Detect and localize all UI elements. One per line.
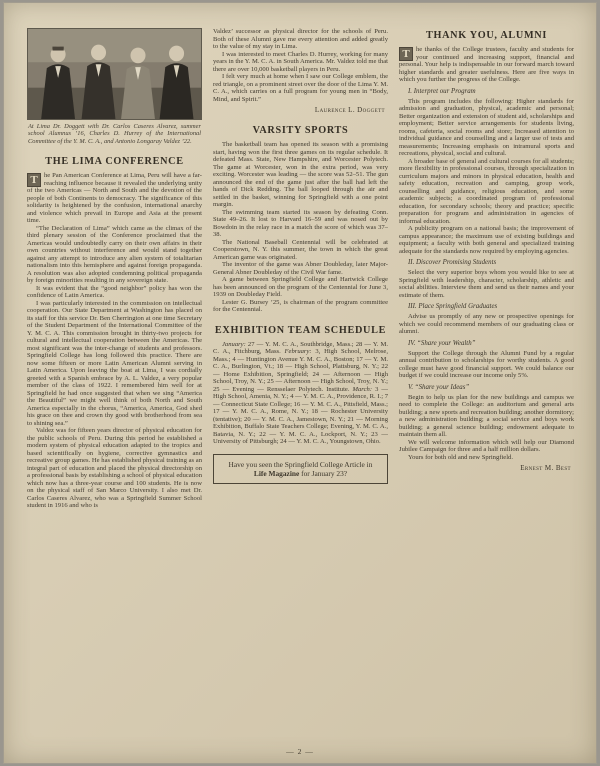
thanks-paragraph: Begin to help us plan for the new buildings and campus we need to complete the College: an auditorium and general arts building; a new sports and recreation building; another dormitory; a new administration building; a social service and boys work building; a general science building; endowment adequate to maintain them all. [399, 393, 574, 438]
page-columns [27, 28, 573, 742]
thanks-paragraph: A broader base of general and cultural courses for all students; more flexibility in professional courses, through specialization in curriculum majors and minors in physical education, health and safety education, recreation and camping, group work, counselling and guidance, religious education, and some academic subjects; a coordinated program of professional education, for secondary schools; theory and practice; specific preparation for program and administration in agencies of informal education. [399, 157, 574, 225]
group-photo-illustration [28, 29, 201, 119]
lima-conference-heading: THE LIMA CONFERENCE [45, 156, 184, 168]
thanks-paragraph: Yours for both old and new Springfield. [408, 453, 514, 461]
column-middle [213, 28, 388, 742]
sports-paragraph: The inventor of the game was Abner Doubleday, later Major-General Abner Doubleday of the Civil War fame. [213, 261, 388, 276]
thanks-paragraph: A publicity program on a national basis; the improvement of campus appearance; the maximum use of existing buildings and equipment; a faculty with both general and specialized training adequate for the standards now required by employing agencies. [399, 225, 574, 255]
lima-paragraph: Valdez was for fifteen years director of physical education for the public schools of Peru. During this period he established a modern system of physical education adapted to the tropics and based scientifically on hygiene, corrective gymnastics and recreative group games. He has established physical training as an integral part of education and placed the physical directorship on a professional basis by establishing a school of physical education which now has a three-year course and 100 students. He is now on the physical staff of San Marco University. I also met Dr. Carlos Caseres Alvarez, who was a Springfield Summer School student in 1916 and who is [27, 427, 202, 510]
sports-paragraph: The National Baseball Centennial will be celebrated at Cooperstown, N. Y. this summer, the town in which the great American game was originated. [213, 238, 388, 261]
sports-paragraph: The basketball team has opened its season with a promising start, having won the first three games on its regular schedule. It defeated Mass. State, New Hampshire, and Worcester Polytech. The game at Worcester, won in the extra period, was very exciting. Worcester was leading — the score was 52–51. The gun announced the end of the game just after the ball had left the hands of Dick Redding. The ball looped through the air and settled in the basket, winning for Springfield with a one point margin. [213, 141, 388, 208]
schedule-february-entries: 3, High School, Melrose, Mass.; 4 — Huntington Avenue Y. M. C. A., Boston; 17 — Y. M. C. A., Burlington, Vt.; 18 — High School, Plattsburg, N. Y.; 22 — Home Exhibition, Springfield; 24 — Afternoon — High School, Troy, N. Y.; 25 — Afternoon — High School, Troy, N. Y.; 25 — Evening — Rensselaer Polytech. Institute. [213, 348, 388, 393]
doggett-paragraph: I felt very much at home when I saw our College emblem, the red triangle, on a prominent street over the door of the Lima Y. M. C. A., which carries on a full program for young men in “Body, Mind, and Spirit.” [213, 73, 388, 103]
sports-paragraph: Lester G. Bursey ’25, is chairman of the program committee for the Centennial. [213, 298, 388, 313]
thank-you-alumni-heading: THANK YOU, ALUMNI [425, 30, 548, 41]
lima-paragraph-text: he Pan American Conference at Lima, Peru will have a far-reaching influence because it revealed the underlying unity of the two Americas — North and South and the devotion of the people of both Continents to democracy. The significance of this solidarity is heightened by the confusion, international anarchy and violence which prevail in Europe and Asia at the present time. [27, 172, 202, 225]
exhibition-schedule-heading: EXHIBITION TEAM SCHEDULE [214, 324, 387, 336]
schedule-month-february: February: [284, 348, 316, 355]
best-signature: Ernest M. Best [520, 464, 571, 472]
schedule-month-january: January: [222, 340, 248, 348]
dropcap-initial: T [399, 47, 413, 61]
lima-paragraph [27, 172, 202, 225]
thanks-paragraph: We will welcome information which will help our Diamond Jubilee Campaign for three and a half million dollars. [399, 438, 574, 453]
photo-caption: At Lima Dr. Doggett with Dr. Carlos Caseres Alvarez, summer school Alumnus ’16, Charles D. Hurrey of the International Committee of the Y. M. C. A., and Antonio Longaray Valdez ’22. [28, 123, 201, 145]
life-notice-date: for January 23? [299, 468, 348, 478]
life-magazine-notice-box [213, 454, 388, 484]
schedule-paragraph [213, 341, 388, 446]
column-right [399, 28, 574, 742]
schedule-january-entries: 27 — Y. M. C. A., Southbridge, Mass.; 28 — Y. M. C. A., Fitchburg, Mass. [213, 340, 388, 355]
thanks-subhead-5: V. “Share your Ideas” [408, 383, 470, 391]
lima-paragraph: “The Declaration of Lima” which came as the climax of the third plenary session of the Conference proclaimed that the Americas would undoubtedly carry on their own affairs in their own countries without interference and would stand together against any attempt to introduce any alien system of totalitarian nationalism into this hemisphere and against foreign propaganda. A resolution was also adopted condemning political propaganda by foreign minorities resulting in any sovereign state. [27, 224, 202, 285]
life-notice-text: Have you seen the Springfield College Article in [228, 459, 373, 469]
thanks-paragraph: This program includes the following: Higher standards for admission and graduation, physical, academic and personal; Better organization and extension of student aid, scholarships and employment; Better service arrangements for students living, rooms, cafeteria, social rooms and store; Increased attention to individual guidance and counselling and a larger use of tests and measurements; Increasing emphasis on intramural sports and recreations, physical, social and cultural. [399, 97, 574, 157]
doggett-signature: Laurence L. Doggett [314, 106, 385, 114]
sports-paragraph: The swimming team started its season by defeating Conn. State 49–26. It lost to Harvard 16–59 and was nosed out by Bowdoin in the relay race in a match the score of which was 37–38. [213, 208, 388, 238]
thanks-subhead-2: II. Discover Promising Students [408, 259, 497, 266]
thanks-paragraph: Support the College through the Alumni Fund by a regular annual contribution to scholarships for worthy students. A good college must have good financial support. We could balance our budget if we could increase our income only 5%. [399, 349, 574, 379]
doggett-paragraph: I was interested to meet Charles D. Hurrey, working for many years in the Y. M. C. A. in South America. Mr. Valdez told me that there are over 10,000 basketball players in Peru. [213, 50, 388, 73]
dropcap-initial: T [27, 173, 41, 187]
lima-paragraph: It was evident that the “good neighbor” policy has won the confidence of Latin America. [27, 284, 202, 300]
thanks-subhead-1: I. Interpret our Program [408, 87, 476, 95]
thanks-subhead-4: IV. “Share your Wealth” [408, 339, 476, 347]
thanks-subhead-3: III. Place Springfield Graduates [408, 303, 498, 310]
schedule-march-entries: 3 — High School, Amenia, N. Y.; 4 — Y. M. C. A., Providence, R. I.; 7 — Connecticut State College; 16 — Y. M. C. A., Pittsfield, Mass.; 17 — Y. M. C. A., Rome, N. Y.; 18 — Rochester University (tentative); 20 — Y. M. C. A., Jamestown, N. Y.; 21 — Morning Exhibition, Buffalo State Teachers College; Evening, Y. M. C. A., Batavia, N. Y.; 22 — Y. M. C. A., Lockport, N. Y.; 23 — University of Pittsburgh; 24 — Y. M. C. A., Youngstown, Ohio. [213, 385, 388, 445]
thanks-paragraph: Advise us promptly of any new or prospective openings for which we could recommend members of our graduating class or alumni. [399, 313, 574, 335]
thanks-intro-text: he thanks of the College trustees, faculty and students for your continued and increasing support, financial and personal. Your help is indispensable in our forward march toward higher standards and greater usefulness. Here are five ways in which you further the progress of the College. [399, 46, 574, 83]
life-magazine-title: Life Magazine [253, 468, 300, 478]
thanks-paragraph: Select the very superior boys whom you would like to see at Springfield with leadership, character, scholarship, athletic and social abilities. Interview them and send us their names and your estimate of them. [399, 269, 574, 299]
schedule-month-march: March: [352, 385, 376, 393]
thanks-paragraph [399, 46, 574, 84]
group-photo [27, 28, 202, 120]
page-number: — 2 — [286, 747, 314, 756]
column-left [27, 28, 202, 742]
doggett-paragraph: Valdez’ successor as physical director for the schools of Peru. Both of these Alumni gave me every attention and added greatly to the value of my stay in Lima. [213, 28, 388, 50]
lima-paragraph: I was particularly interested in the commission on intellectual cooperation. Our State Department at Washington has placed on its staff for this service Dr. Ben Cherrington at one time Secretary of the Student Department of the International Committee of the Y. M. C. A. This commission brought in thirty-two projects for cultural and intellectual cooperation between the Americas. The most significant was the inter-change of students and professors. Springfield College has long followed this practice. There are now some fifteen or more Latin American Alumni serving in Latin America. Upon leaving the boat at Lima, I was cordially greeted with a Spanish embrace by A. L. Valdez, a very popular member of the class of 1922. I remembered him well for at Springfield he had once suggested that when we sing “America the Beautiful” we might well think of both North and South America especially in the chorus, “America, America, God shed his grace on thee and crown thy good with brotherhood from sea to shining sea.” [27, 299, 202, 427]
sports-paragraph: A game between Springfield College and Hartwick College has been announced on the program of the Centennial for June 3, 1939 on Doubleday Field. [213, 276, 388, 298]
magazine-page [3, 2, 597, 764]
varsity-sports-heading: VARSITY SPORTS [252, 125, 349, 136]
